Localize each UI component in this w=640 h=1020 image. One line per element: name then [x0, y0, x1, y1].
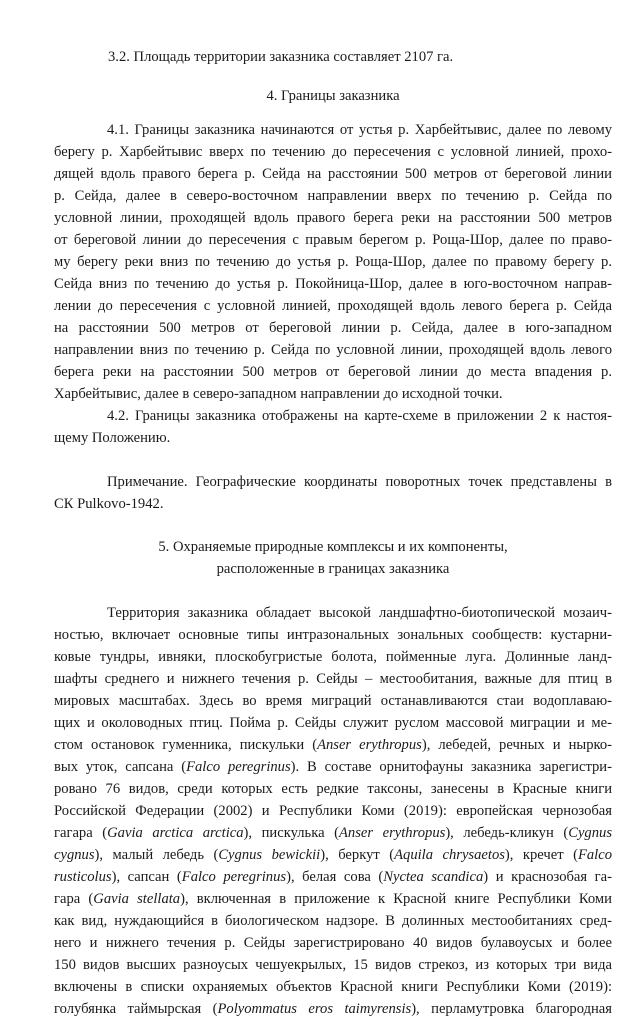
text-line — [54, 734, 612, 756]
text-line — [54, 866, 612, 888]
note-paragraph — [54, 471, 612, 515]
text-line: Российской Федерации (2002) и Республики Коми (2019): европейская чернозобая — [54, 803, 612, 819]
text-line — [54, 998, 612, 1020]
paragraph-4-1 — [54, 119, 612, 405]
species-name: Falco peregrinus — [181, 869, 287, 885]
text-run: ), перламутровка благородная — [411, 1001, 612, 1017]
paragraph-3-2: 3.2. Площадь территории заказника составляет 2107 га. — [108, 49, 454, 65]
species-name: Falco peregrinus — [186, 759, 291, 775]
text-run: ), беркут ( — [320, 847, 395, 863]
text-line: щему Положению. — [54, 430, 171, 446]
text-line: щих и околоводных птиц. Пойма р. Сейды служит руслом массовой миграции и ме- — [54, 715, 612, 731]
text-run: вых уток, сапсана ( — [54, 759, 187, 775]
text-line: р. Сейда, далее в северо-восточном направлении вверх по течению р. Сейда по — [54, 188, 612, 204]
text-line: Харбейтывис, далее в северо-западном направлении до исходной точки. — [54, 386, 503, 402]
text-line: включены в списки охраняемых объектов Красной книги Республики Коми (2019): — [54, 979, 612, 995]
text-line: 4.2. Границы заказника отображены на карте-схеме в приложении 2 к настоя- — [107, 408, 612, 424]
text-line — [54, 844, 612, 866]
text-run: ), кречет ( — [504, 847, 578, 863]
species-name: Falco — [577, 847, 612, 863]
text-run: ), белая сова ( — [286, 869, 384, 885]
text-line: на расстоянии 500 метров от береговой линии р. Сейда, далее в юго-западном — [54, 320, 612, 336]
species-name: Aquila chrysaetos — [394, 847, 505, 863]
text-line: от береговой линии до пересечения с правым берегом р. Роща-Шор, далее по право- — [54, 232, 612, 248]
text-run: гагара ( — [54, 825, 108, 841]
text-run: ), включенная в приложение к Красной книге Республики Коми — [180, 891, 612, 907]
text-run: голубянка таймырская ( — [54, 1001, 218, 1017]
text-run: ), лебедей, речных и нырко- — [421, 737, 613, 753]
species-name: Cygnus bewickii — [218, 847, 321, 863]
text-run: ), лебедь-кликун ( — [445, 825, 569, 841]
heading-line: 5. Охраняемые природные комплексы и их компоненты, — [158, 539, 508, 555]
heading-section-5 — [54, 536, 612, 580]
species-name: Nyctea scandica — [383, 869, 484, 885]
text-line: берегу р. Харбейтывис вверх по течению до пересечения с условной линией, прохо- — [54, 144, 612, 160]
species-name: Gavia arctica arctica — [107, 825, 244, 841]
text-line: шафты среднего и нижнего течения р. Сейды – местообитания, важные для птиц в — [54, 671, 612, 687]
text-run: стом остановок гуменника, пискульки ( — [54, 737, 318, 753]
paragraph-section-5 — [54, 602, 612, 1020]
text-run: ), малый лебедь ( — [94, 847, 219, 863]
text-line: Примечание. Географические координаты поворотных точек представлены в — [107, 474, 612, 490]
text-line: как вид, нуждающийся в биологическом надзоре. В долинных местообитаниях сред- — [54, 913, 612, 929]
text-run: ), сапсан ( — [111, 869, 182, 885]
species-name: rusticolus — [54, 869, 112, 885]
text-line: лении до пересечения с условной линией, проходящей вдоль левого берега р. Сейда — [54, 298, 612, 314]
text-line: Сейда вниз по течению до устья р. Покойница-Шор, далее в юго-восточном направ- — [54, 276, 612, 292]
text-line: мировых масштабах. Здесь во время миграций останавливаются стаи водоплаваю- — [54, 693, 612, 709]
text-line: ностью, включает основные типы интразональных зональных сообществ: кустарни- — [54, 627, 612, 643]
paragraph-4-2 — [54, 405, 612, 449]
text-line: 150 видов высших разноусых чешуекрылых, 15 видов стрекоз, из которых три вида — [54, 957, 612, 973]
text-line: ковые тундры, ивняки, плоскобугристые болота, пойменные луга. Долинные ланд- — [54, 649, 612, 665]
text-line: дящей вдоль правого берега р. Сейда на расстоянии 500 метров от береговой линии — [54, 166, 612, 182]
species-name: Polyommatus eros taimyrensis — [217, 1001, 412, 1017]
text-line — [54, 756, 612, 778]
text-line: него и нижнего течения р. Сейды зарегистрировано 40 видов булавоусых и более — [54, 935, 612, 951]
species-name: cygnus — [54, 847, 95, 863]
text-line: СК Pulkovo-1942. — [54, 496, 164, 512]
heading-section-4: 4. Границы заказника — [266, 88, 400, 104]
text-run: ), пискулька ( — [243, 825, 339, 841]
text-line: Территория заказника обладает высокой ландшафтно-биотопической мозаич- — [107, 605, 612, 621]
text-line: му берегу реки вниз по течению до устья р. Роща-Шор, далее по правому берегу р. — [54, 254, 612, 270]
text-line: условной линии, проходящей вдоль правого берега реки на расстоянии 500 метров — [54, 210, 612, 226]
heading-line: расположенные в границах заказника — [216, 561, 450, 577]
text-line: берега реки на расстоянии 500 метров от береговой линии до места впадения р. — [54, 364, 612, 380]
species-name: Anser erythropus — [317, 737, 422, 753]
text-line: 4.1. Границы заказника начинаются от устья р. Харбейтывис, далее по левому — [107, 122, 612, 138]
text-line: направлении вниз по течению р. Сейда по условной линии, проходящей вдоль левого — [54, 342, 612, 358]
text-line: ровано 76 видов, среди которых есть редкие таксоны, занесены в Красные книги — [54, 781, 612, 797]
text-run: гара ( — [54, 891, 94, 907]
text-run: ). В составе орнитофауны заказника зарегистри- — [290, 759, 612, 775]
document-page — [0, 46, 640, 1017]
species-name: Anser erythropus — [338, 825, 446, 841]
species-name: Gavia stellata — [93, 891, 181, 907]
text-line — [54, 822, 612, 844]
species-name: Cygnus — [568, 825, 612, 841]
text-line — [54, 888, 612, 910]
text-run: ) и краснозобая га- — [483, 869, 612, 885]
